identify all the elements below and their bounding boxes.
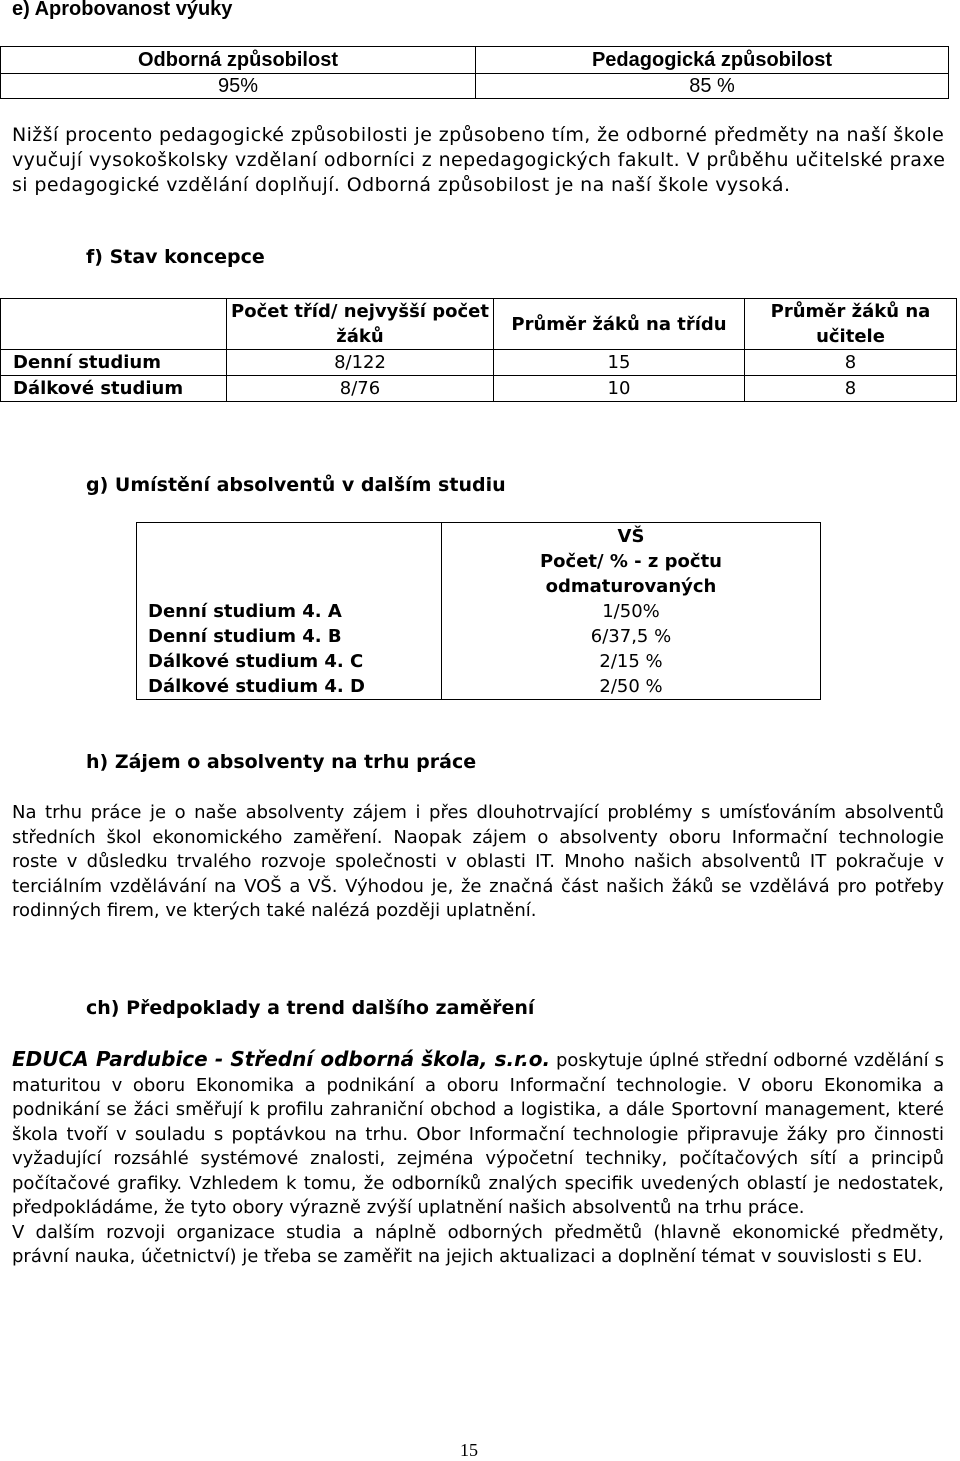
- table-row: [137, 649, 821, 674]
- paragraph-text: poskytuje úplné střední odborné vzdělání s maturitou v oboru Ekonomika a podnikání a oboru Informační technologie. V oboru Ekonomika a podnikání se žáci směřují k profilu zahraniční obchod a logistika, a dále Sportovní management, které škola tvoří v souladu s poptávkou na trhu. Obor Informační technologie připravuje žáky pro činnosti vyžadující rozsáhlé systémové znalosti, zejména výpočetní techniky, počítačových sítí a principů počítačové grafiky. Vzhledem k tomu, že odborníků znalých specifik uvedených oblastí je nedostatek, předpokládáme, že tyto obory výrazně zvýší uplatnění našich absolventů na trhu práce.: [12, 1050, 944, 1218]
- table-header-cell: Odborná způsobilost: [1, 47, 476, 74]
- table-cell: 15: [494, 350, 745, 376]
- section-ch-paragraph: [12, 1047, 944, 1270]
- table-header-cell: [1, 299, 227, 350]
- table-cell: 8/122: [227, 350, 494, 376]
- table-cell: 10: [494, 376, 745, 402]
- table-cell: 8: [745, 376, 957, 402]
- page-number: 15: [460, 1440, 478, 1460]
- section-h-paragraph: Na trhu práce je o naše absolventy zájem i přes dlouhotrvající problémy s umísťováním absolventů středních škol ekonomického zaměření. Naopak zájem o absolventy oboru Informační technologie roste v důsledku trvalého rozvoje společnosti v oblasti IT. Mnoho našich absolventů IT pokračuje v terciálním vzdělávání na VOŠ a VŠ. Výhodou je, že značná část našich žáků se vzdělává pro potřeby rodinných firem, ve kterých také nalézá později uplatnění.: [12, 802, 944, 921]
- table-cell: Dálkové studium: [1, 376, 227, 402]
- table-cell: Dálkové studium 4. C: [148, 651, 364, 672]
- section-f-heading: f) Stav koncepce: [86, 246, 265, 268]
- graduates-table: [136, 522, 821, 700]
- table-cell: 85 %: [476, 74, 949, 99]
- section-e-heading: e) Aprobovanost výuky: [12, 0, 233, 20]
- header-subtitle: Počet/ % - z počtu odmaturovaných: [539, 550, 722, 597]
- table-header-cell: Počet tříd/ nejvyšší počet žáků: [227, 299, 494, 350]
- table-row: [137, 523, 821, 600]
- table-cell: 6/37,5 %: [442, 624, 821, 649]
- table-cell: 1/50%: [442, 599, 821, 624]
- table-header-cell: Pedagogická způsobilost: [476, 47, 949, 74]
- section-ch-heading: ch) Předpoklady a trend dalšího zaměření: [86, 997, 535, 1019]
- table-header-cell: Průměr žáků na učitele: [745, 299, 957, 350]
- table-header-cell: Průměr žáků na třídu: [494, 299, 745, 350]
- section-g-heading: g) Umístění absolventů v dalším studiu: [86, 474, 506, 496]
- table-row: [1, 74, 949, 99]
- qualification-table: [0, 46, 949, 99]
- table-cell: Denní studium 4. A: [148, 601, 342, 622]
- paragraph-text: V dalším rozvoji organizace studia a náplně odborných předmětů (hlavně ekonomické předměty, právní nauka, účetnictví) je třeba se zaměřit na jejich aktualizaci a doplnění témat v souvislosti s EU.: [12, 1221, 944, 1267]
- section-h-heading: h) Zájem o absolventy na trhu práce: [86, 751, 477, 773]
- table-row: [1, 350, 957, 376]
- school-name: EDUCA Pardubice - Střední odborná škola, s.r.o.: [12, 1047, 551, 1071]
- table-row: [137, 599, 821, 624]
- section-e-paragraph: Nižší procento pedagogické způsobilosti je způsobeno tím, že odborné předměty na naší škole vyučují vysokoškolsky vzdělaní odborníci z nepedagogických fakult. V průběhu učitelské praxe si pedagogické vzdělání doplňují. Odborná způsobilost je na naší škole vysoká.: [12, 124, 946, 196]
- table-header-cell: [442, 523, 821, 600]
- concept-table: [0, 298, 957, 402]
- table-cell: 2/15 %: [442, 649, 821, 674]
- table-header-cell: [137, 523, 442, 600]
- table-cell: 8: [745, 350, 957, 376]
- table-row: [1, 47, 949, 74]
- table-row: [137, 624, 821, 649]
- table-cell: 8/76: [227, 376, 494, 402]
- table-cell: 95%: [1, 74, 476, 99]
- table-row: [1, 299, 957, 350]
- header-title: VŠ: [617, 525, 645, 547]
- table-cell: Denní studium 4. B: [148, 626, 342, 647]
- table-cell: Denní studium: [1, 350, 227, 376]
- table-row: [1, 376, 957, 402]
- table-cell: Dálkové studium 4. D: [148, 676, 365, 697]
- table-row: [137, 674, 821, 700]
- table-cell: 2/50 %: [442, 674, 821, 700]
